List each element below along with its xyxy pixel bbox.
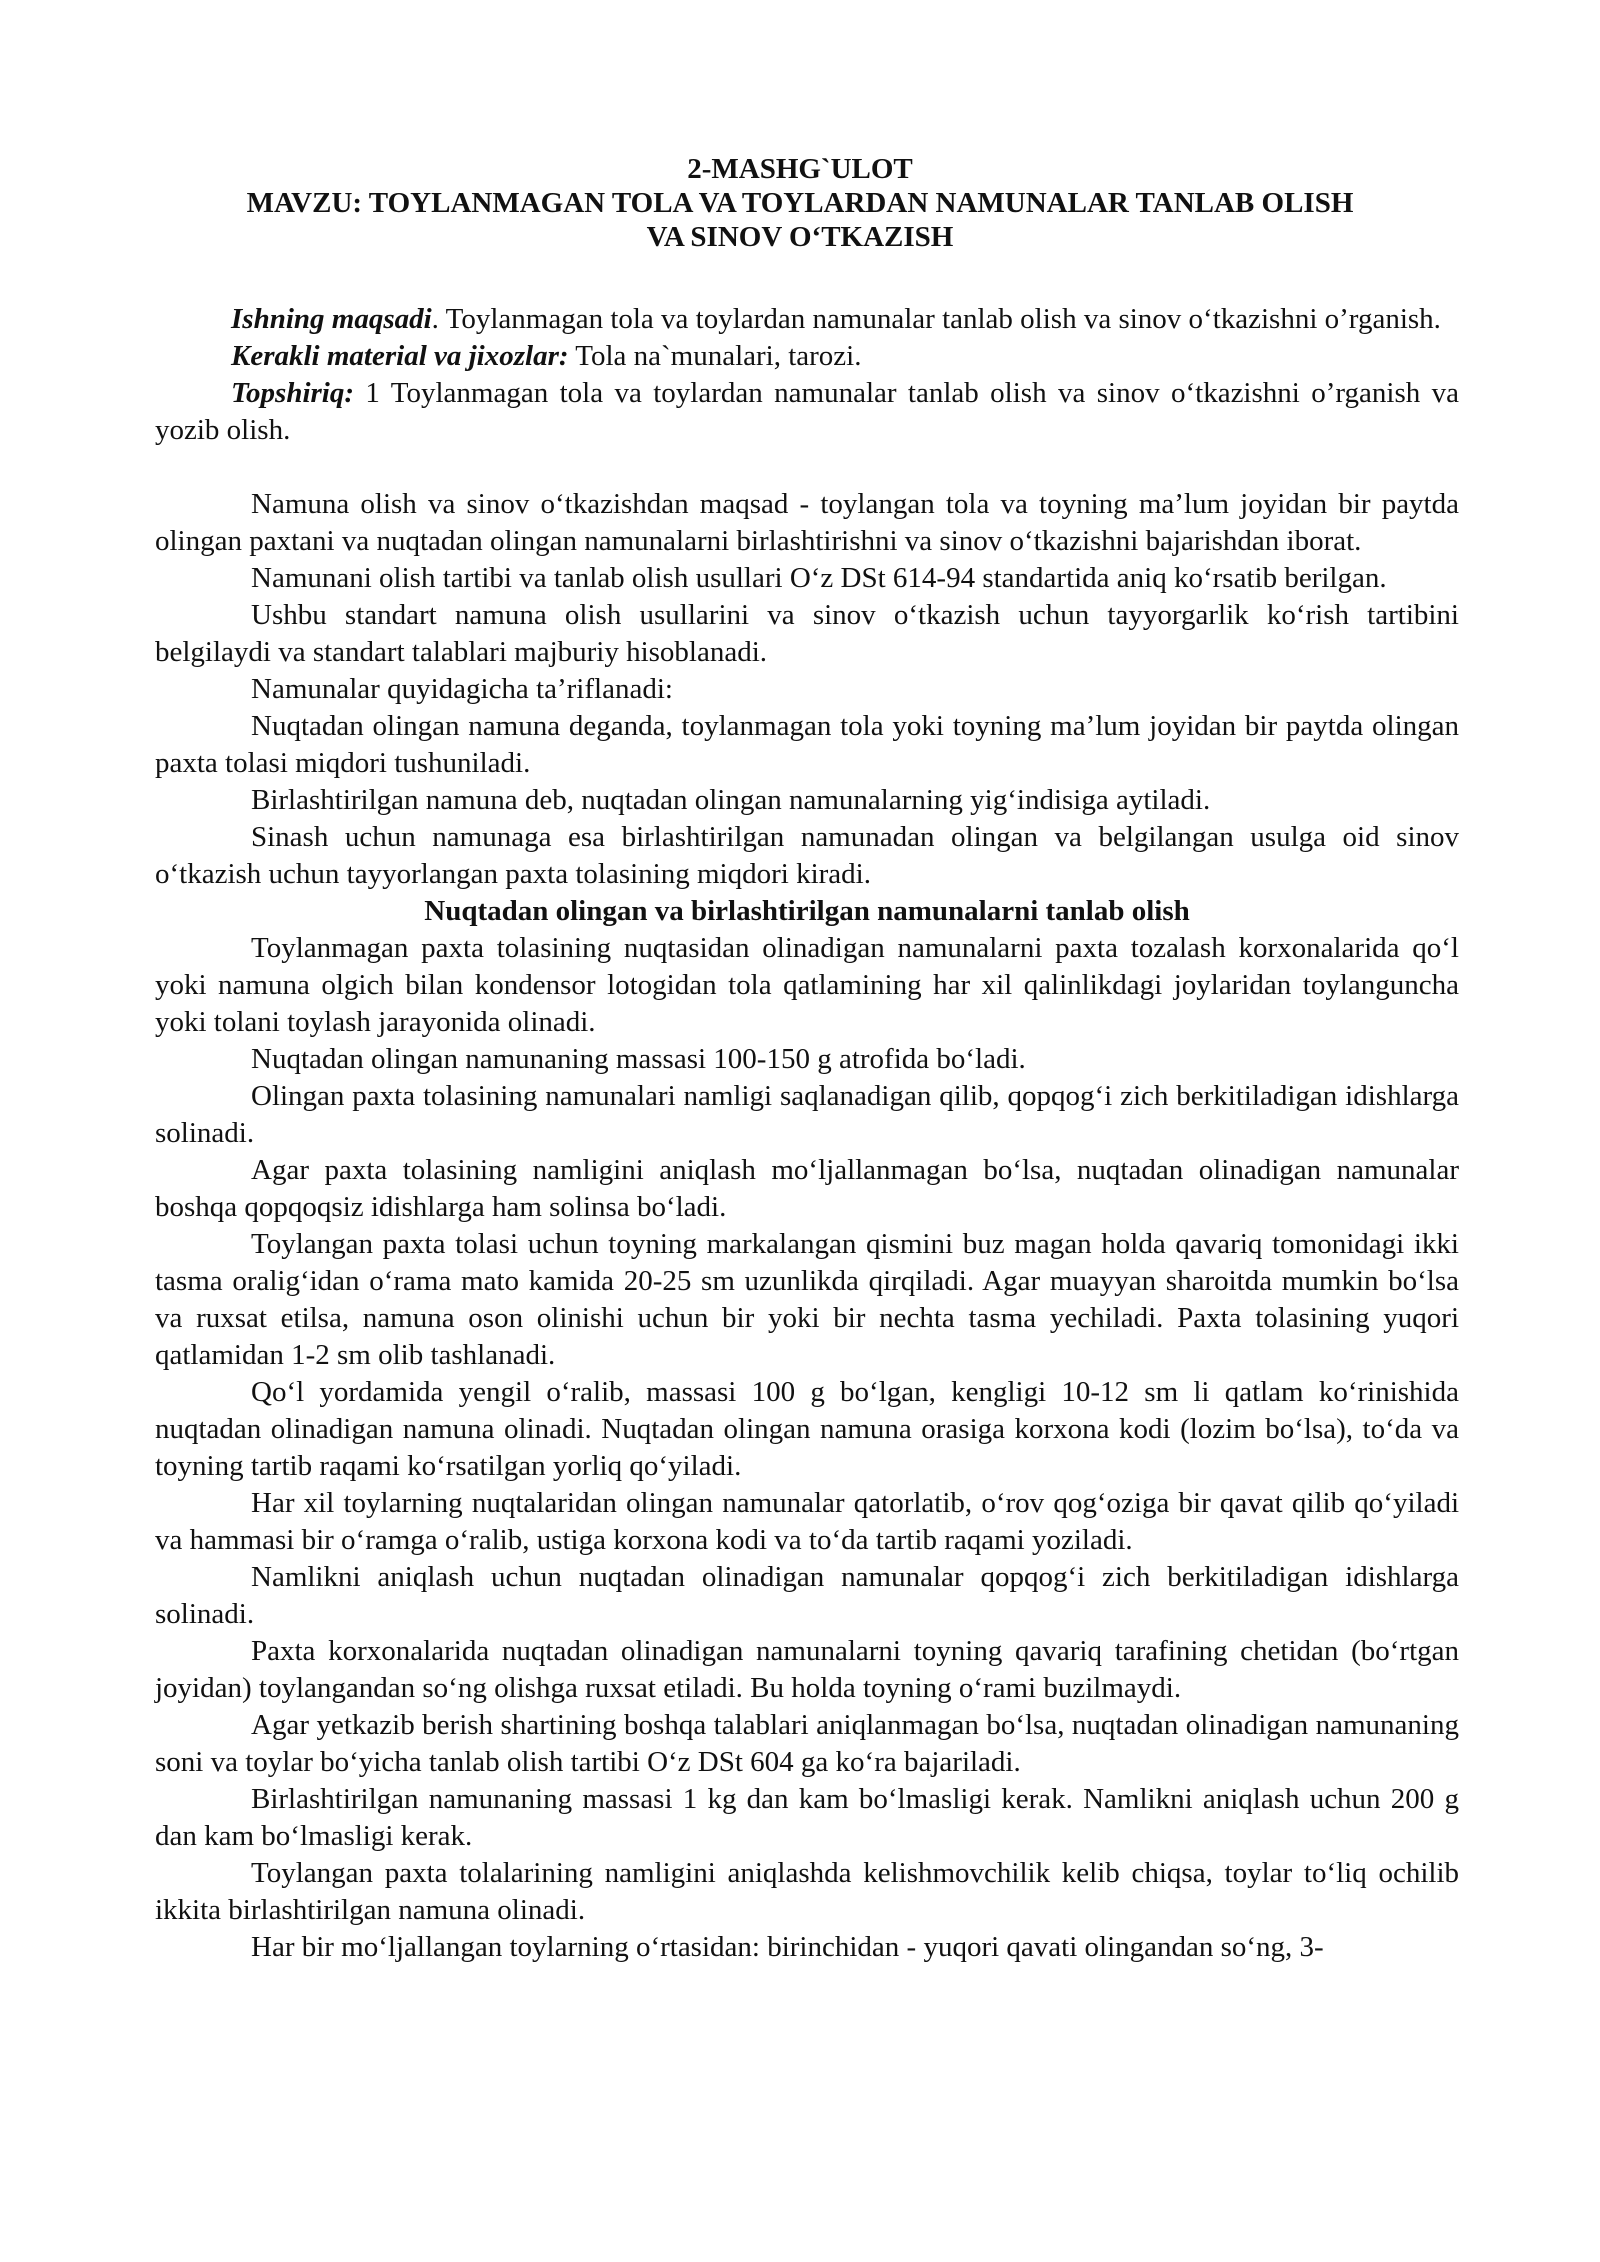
goal-paragraph — [155, 301, 1459, 338]
body-paragraph: Namunani olish tartibi va tanlab olish usullari O‘z DSt 614-94 standartida aniq ko‘rsatib berilgan. — [251, 562, 1387, 594]
body-paragraph: Toylangan paxta tolalarining namligini aniqlashda kelishmovchilik kelib chiqsa, toylar to‘liq ochilib ikkita birlashtirilgan namuna olinadi. — [155, 1857, 1459, 1926]
paragraph-spacer — [155, 449, 1459, 486]
topic-title-line-2: VA SINOV O‘TKAZISH — [646, 221, 954, 253]
body-paragraph: Paxta korxonalarida nuqtadan olinadigan namunalarni toyning qavariq tarafining chetidan (bo‘rtgan joyidan) toylangandan so‘ng olishga ruxsat etiladi. Bu holda toyning o‘rami buzilmaydi. — [155, 1635, 1459, 1704]
body-paragraph: Birlashtirilgan namunaning massasi 1 kg dan kam bo‘lmasligi kerak. Namlikni aniqlash uchun 200 g dan kam bo‘lmasligi kerak. — [155, 1783, 1459, 1852]
document-body — [155, 301, 1459, 1966]
body-paragraph: Nuqtadan olingan namuna deganda, toylanmagan tola yoki toyning ma’lum joyidan bir paytda olingan paxta tolasi miqdori tushuniladi. — [155, 710, 1459, 779]
body-paragraph: Sinash uchun namunaga esa birlashtirilgan namunadan olingan va belgilangan usulga oid sinov o‘tkazish uchun tayyorlangan paxta tolasining miqdori kiradi. — [155, 821, 1459, 890]
body-paragraph: Namunalar quyidagicha ta’riflanadi: — [251, 673, 673, 705]
task-paragraph — [155, 375, 1459, 449]
body-paragraph: Ushbu standart namuna olish usullarini va sinov o‘tkazish uchun tayyorgarlik ko‘rish tartibini belgilaydi va standart talablari majburiy hisoblanadi. — [155, 599, 1459, 668]
task-label: Topshiriq: — [231, 377, 355, 409]
body-paragraph: Toylangan paxta tolasi uchun toyning markalangan qismini buz magan holda qavariq tomonidagi ikki tasma oralig‘idan o‘rama mato kamida 20-25 sm uzunlikda qirqiladi. Agar muayyan sharoitda mumkin bo‘lsa va ruxsat etilsa, namuna oson olinishi uchun bir yoki bir nechta tasma yechiladi. Paxta tolasining yuqori qatlamidan 1-2 sm olib tashlanadi. — [155, 1228, 1459, 1371]
task-text: 1 Toylanmagan tola va toylardan namunalar tanlab olish va sinov o‘tkazishni o’rganish va yozib olish. — [155, 377, 1459, 446]
materials-paragraph — [155, 338, 1459, 375]
topic-title-line-1: MAVZU: TOYLANMAGAN TOLA VA TOYLARDAN NAMUNALAR TANLAB OLISH — [246, 187, 1354, 219]
materials-label: Kerakli material va jixozlar: — [231, 340, 569, 372]
body-paragraph: Agar yetkazib berish shartining boshqa talablari aniqlanmagan bo‘lsa, nuqtadan olinadigan namunaning soni va toylar bo‘yicha tanlab olish tartibi O‘z DSt 604 ga ko‘ra bajariladi. — [155, 1709, 1459, 1778]
body-paragraph: Namlikni aniqlash uchun nuqtadan olinadigan namunalar qopqog‘i zich berkitiladigan idishlarga solinadi. — [155, 1561, 1459, 1630]
body-paragraph: Har xil toylarning nuqtalaridan olingan namunalar qatorlatib, o‘rov qog‘oziga bir qavat qilib qo‘yiladi va hammasi bir o‘ramga o‘ralib, ustiga korxona kodi va to‘da tartib raqami yoziladi. — [155, 1487, 1459, 1556]
materials-text: Tola na`munalari, tarozi. — [568, 340, 862, 372]
body-paragraph: Toylanmagan paxta tolasining nuqtasidan olinadigan namunalarni paxta tozalash korxonalarida qo‘l yoki namuna olgich bilan kondensor lotogidan tola qatlamining har xil qalinlikdagi joylaridan toylanguncha yoki tolani toylash jarayonida olinadi. — [155, 932, 1459, 1038]
body-paragraph: Qo‘l yordamida yengil o‘ralib, massasi 100 g bo‘lgan, kengligi 10-12 sm li qatlam ko‘rinishida nuqtadan olinadigan namuna olinadi. Nuqtadan olingan namuna orasiga korxona kodi (lozim bo‘lsa), to‘da va toyning tartib raqami ko‘rsatilgan yorliq qo‘yiladi. — [155, 1376, 1459, 1482]
body-paragraph: Birlashtirilgan namuna deb, nuqtadan olingan namunalarning yig‘indisiga aytiladi. — [251, 784, 1211, 816]
section-heading: Nuqtadan olingan va birlashtirilgan namunalarni tanlab olish — [424, 895, 1190, 927]
body-paragraph: Olingan paxta tolasining namunalari namligi saqlanadigan qilib, qopqog‘i zich berkitiladigan idishlarga solinadi. — [155, 1080, 1459, 1149]
title-block — [0, 152, 1600, 254]
lesson-number: 2-MASHG`ULOT — [687, 153, 913, 185]
body-paragraph: Agar paxta tolasining namligini aniqlash mo‘ljallanmagan bo‘lsa, nuqtadan olinadigan namunalar boshqa qopqoqsiz idishlarga ham solinsa bo‘ladi. — [155, 1154, 1459, 1223]
goal-text: . Toylanmagan tola va toylardan namunalar tanlab olish va sinov o‘tkazishni o’rganish. — [431, 303, 1441, 335]
body-paragraph: Har bir mo‘ljallangan toylarning o‘rtasidan: birinchidan - yuqori qavati olingandan so‘ng, 3- — [251, 1931, 1324, 1963]
goal-label: Ishning maqsadi — [231, 303, 432, 335]
body-paragraph: Nuqtadan olingan namunaning massasi 100-150 g atrofida bo‘ladi. — [251, 1043, 1026, 1075]
body-paragraph: Namuna olish va sinov o‘tkazishdan maqsad - toylangan tola va toyning ma’lum joyidan bir paytda olingan paxtani va nuqtadan olingan namunalarni birlashtirishni va sinov o‘tkazishni bajarishdan iborat. — [155, 488, 1459, 557]
